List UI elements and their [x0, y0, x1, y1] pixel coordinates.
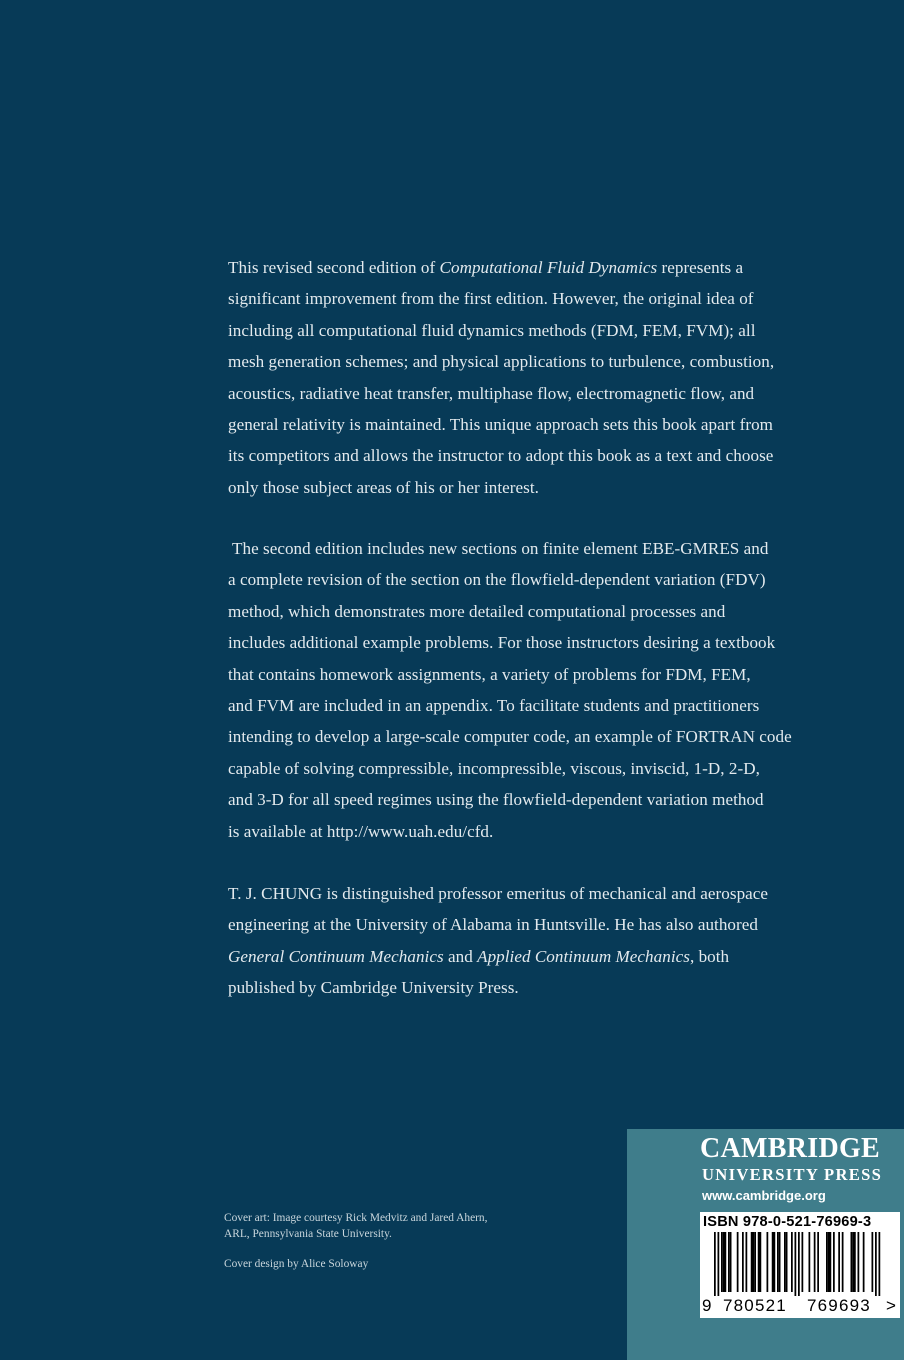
barcode-bar: [851, 1232, 853, 1292]
barcode-bar: [833, 1232, 835, 1292]
barcode-bar: [838, 1232, 840, 1292]
barcode-bar: [721, 1232, 723, 1292]
text-line: acoustics, radiative heat transfer, multiphase flow, electromagnetic flow, and: [228, 383, 755, 403]
credit-line: Cover design by Alice Soloway: [224, 1258, 369, 1270]
barcode-digit-first: 9: [702, 1296, 712, 1315]
barcode-bar: [814, 1232, 816, 1292]
barcode-bar: [784, 1232, 786, 1292]
barcode-bar: [758, 1232, 760, 1292]
barcode-bar: [826, 1232, 828, 1292]
cover-art-credit: [224, 1210, 554, 1242]
text-line: is available at http://www.uah.edu/cfd.: [228, 821, 494, 841]
barcode-bar: [779, 1232, 781, 1292]
barcode-bar: [791, 1232, 793, 1292]
barcode-bar: [852, 1232, 854, 1292]
text-line: a complete revision of the section on the flowfield-dependent variation (FDV): [228, 570, 766, 590]
barcode-digits: [700, 1296, 900, 1316]
barcode-bar: [802, 1232, 804, 1292]
barcode-arrow: >: [886, 1296, 896, 1315]
barcode-bar: [751, 1232, 753, 1292]
barcode-bar: [730, 1232, 732, 1292]
barcode-bar: [872, 1232, 874, 1292]
text-line: mesh generation schemes; and physical applications to turbulence, combustion,: [228, 352, 775, 372]
barcode-bar: [875, 1232, 877, 1296]
barcode-bar: [777, 1232, 779, 1292]
text-line: its competitors and allows the instructor to adopt this book as a text and choose: [228, 446, 774, 466]
barcode-bar: [842, 1232, 844, 1292]
barcode-bar: [854, 1232, 856, 1292]
text-line: and 3-D for all speed regimes using the flowfield-dependent variation method: [228, 790, 764, 810]
barcode-bar: [795, 1232, 797, 1296]
text-line: engineering at the University of Alabama in Huntsville. He has also authored: [228, 915, 758, 935]
barcode-bar: [753, 1232, 755, 1292]
barcode-bar: [737, 1232, 739, 1292]
barcode-bar: [760, 1232, 762, 1292]
publisher-url: www.cambridge.org: [702, 1188, 826, 1203]
barcode-bar: [714, 1232, 716, 1296]
isbn-label: ISBN 978-0-521-76969-3: [703, 1214, 872, 1230]
credit-line: Cover art: Image courtesy Rick Medvitz and Jared Ahern,: [224, 1212, 488, 1224]
barcode-bar: [754, 1232, 756, 1292]
text-line: includes additional example problems. For those instructors desiring a textbook: [228, 633, 776, 653]
text-line: This revised second edition of Computational Fluid Dynamics represents a: [228, 258, 744, 277]
text-line: capable of solving compressible, incompressible, viscous, inviscid, 1-D, 2-D,: [228, 758, 760, 778]
barcode-bar: [746, 1232, 748, 1292]
text-line: that contains homework assignments, a variety of problems for FDM, FEM,: [228, 664, 751, 684]
credit-line: ARL, Pennsylvania State University.: [224, 1228, 392, 1240]
description-paragraph-1: [228, 252, 828, 503]
text-line: only those subject areas of his or her interest.: [228, 477, 539, 497]
barcode-bar: [774, 1232, 776, 1292]
barcode-bar: [809, 1232, 811, 1292]
barcode-bar: [830, 1232, 832, 1292]
text-line: The second edition includes new sections on finite element EBE-GMRES and: [228, 539, 769, 558]
text-line: General Continuum Mechanics and Applied Continuum Mechanics, both: [228, 946, 730, 966]
description-paragraph-2: [228, 533, 828, 847]
barcode-bar: [879, 1232, 881, 1296]
barcode-bar: [718, 1232, 720, 1296]
barcode-bar: [772, 1232, 774, 1292]
text-line: and FVM are included in an appendix. To facilitate students and practitioners: [228, 696, 760, 716]
text-line: published by Cambridge University Press.: [228, 978, 519, 998]
text-line: intending to develop a large-scale computer code, an example of FORTRAN code: [228, 727, 792, 747]
isbn-barcode: [700, 1212, 900, 1318]
text-line: method, which demonstrates more detailed computational processes and: [228, 601, 726, 621]
cover-design-credit: [224, 1256, 554, 1272]
barcode-bar: [725, 1232, 727, 1292]
barcode-bar: [858, 1232, 860, 1292]
text-line: T. J. CHUNG is distinguished professor emeritus of mechanical and aerospace: [228, 884, 769, 903]
barcode-bar: [723, 1232, 725, 1292]
barcode-bars: [700, 1232, 900, 1296]
publisher-subname: UNIVERSITY PRESS: [702, 1165, 883, 1184]
barcode-bar: [798, 1232, 800, 1296]
barcode-bar: [863, 1232, 865, 1292]
barcode-bar: [728, 1232, 730, 1292]
barcode-bar: [767, 1232, 769, 1292]
barcode-bar: [742, 1232, 744, 1292]
author-bio: [228, 878, 828, 1004]
text-line: significant improvement from the first edition. However, the original idea of: [228, 289, 754, 309]
barcode-digits-left: 780521: [723, 1296, 787, 1315]
barcode-bar: [786, 1232, 788, 1292]
text-line: including all computational fluid dynamics methods (FDM, FEM, FVM); all: [228, 320, 756, 340]
barcode-bar: [817, 1232, 819, 1292]
publisher-name: CAMBRIDGE: [700, 1133, 881, 1164]
text-line: general relativity is maintained. This unique approach sets this book apart from: [228, 415, 773, 435]
barcode-bar: [828, 1232, 830, 1292]
barcode-digits-right: 769693: [807, 1296, 871, 1315]
